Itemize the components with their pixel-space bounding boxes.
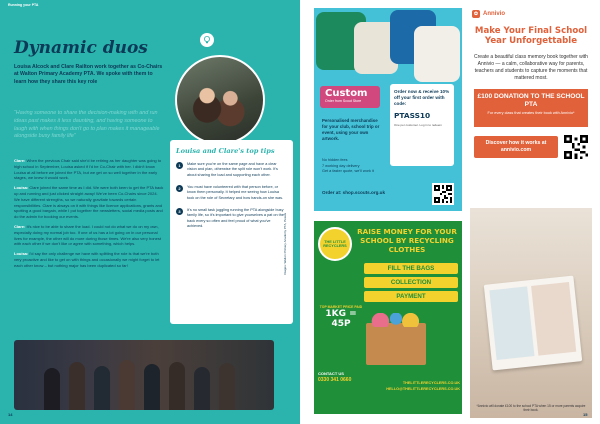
benefit-item: 7 working day delivery bbox=[322, 163, 360, 168]
recyclers-contact bbox=[318, 371, 368, 384]
tip-text: Make sure you're on the same page and have a clear vision and plan, otherwise the split role won't work. It's about sharing the load and supporting each other. bbox=[187, 162, 278, 177]
pull-quote: “Having someone to share the decision-making with and run ideas past makes it less daunting, and having someone to laugh with when things don't go to plan makes it manageable alongside busy family life” bbox=[14, 110, 160, 140]
paragraph: Louisa: I'd say the only challenge we have with splitting the role is that we're both very proactive and like to get on with things and occasionally we might forget to let each other know – but nothing major has been duplicated so far! bbox=[14, 251, 160, 268]
tip-item bbox=[176, 185, 287, 201]
hoodies-image bbox=[314, 8, 462, 88]
email-link[interactable]: HELLO@THELITTLERECYCLERS.CO.UK bbox=[386, 386, 460, 391]
discount-fine-print: One per customer. Log in to redeem bbox=[394, 122, 443, 127]
discover-button[interactable]: Discover how it works at annivio.com bbox=[474, 136, 558, 158]
benefit-item: Get a faster quote, we'll work it bbox=[322, 169, 374, 174]
scouts-description: Personalised merchandise for your club, school trip or event, using your own artwork. bbox=[322, 118, 380, 142]
benefit-item: No hidden fees bbox=[322, 158, 348, 162]
step-label: COLLECTION bbox=[364, 277, 458, 288]
donation-subtitle: For every class that creates their book with Annivio* bbox=[487, 110, 575, 115]
annivio-ad[interactable] bbox=[470, 8, 592, 420]
clothes-box-image bbox=[366, 323, 426, 365]
paragraph: Clare: When the previous Chair said she'd be retiring as her daughter was going to high school in September, Louisa asked if I'd be Co-Chair with her. I didn't know Louisa at all before we joined the PTA, but we get on so well together in the early stages, we knew it would work. bbox=[14, 158, 162, 181]
article-title: Dynamic duos bbox=[14, 38, 148, 58]
tip-item bbox=[176, 162, 287, 178]
tip-item bbox=[176, 208, 287, 229]
right-page bbox=[300, 0, 600, 424]
annivio-logo: ✿ Annivio bbox=[473, 11, 505, 17]
recyclers-steps bbox=[364, 263, 458, 305]
photo-credit: Images: Walton Primary Academy PTA, Pexels bbox=[283, 212, 287, 275]
price-value: 1KG = 45P bbox=[325, 309, 357, 329]
annivio-footnote: *Annivio will donate £100 to the school PTA when 15 or more parents acquire their book. bbox=[476, 404, 586, 413]
article-intro: Louisa Alcock and Clare Railton work together as Co-Chairs at Walton Primary Academy PTA. We spoke with them to learn how they share this key role bbox=[14, 64, 163, 85]
scouts-ad[interactable] bbox=[314, 8, 462, 211]
paragraph: Clare: It's nice to be able to share the load. I could not do what we do on my own, especially doing my normal job too. If one of us has a lot going on in our personal lives for example, the other will do more during those times. We're also very honest with each other if we don't like or agree with something, which helps. bbox=[14, 223, 161, 247]
article-body bbox=[14, 158, 164, 273]
step-label: PAYMENT bbox=[364, 291, 458, 302]
scouts-benefits bbox=[322, 158, 384, 175]
price-label: TOP MARKET PRICE PAID bbox=[319, 305, 363, 309]
price-badge bbox=[318, 305, 364, 329]
tip-number: 1 bbox=[176, 162, 183, 169]
memory-book-photo bbox=[470, 208, 592, 418]
tip-text: You must have volunteered with that person before, or know them personally. It helped me seeing how Louisa took on the role of Secretary and how hands-on she was. bbox=[187, 184, 284, 200]
paragraph: Louisa: Clare joined the same time as I did. We were both keen to get the PTA back up and running and just clicked straight away! We've been Co-Chairs since 2024. We have different strengths, so we naturally gravitate towards certain responsibilities. Clare is always on it with things like licence applications, grants and spotting a good bargain, while I put together the newsletters, social media posts and do the admin for booking our events. bbox=[14, 185, 164, 220]
tips-title: Louisa and Clare's top tips bbox=[176, 147, 275, 155]
cta-row bbox=[474, 135, 588, 159]
top-tips-box bbox=[170, 140, 293, 324]
discount-code: PTASS10 bbox=[394, 110, 431, 120]
tip-text: It's no small task juggling running the PTA alongside busy family life, so it's important to give yourselves a pat on the back every so often and feel proud of what you've achieved. bbox=[187, 207, 284, 228]
donation-title: £100 DONATION TO THE SCHOOL PTA bbox=[477, 92, 585, 108]
annivio-body: Create a beautiful class memory book together with Annivio — a calm, collaborative way for parents, teachers and students to capture the moments that mattered most. bbox=[474, 53, 588, 81]
co-chairs-photo bbox=[175, 55, 265, 145]
recyclers-logo: THE LITTLE RECYCLERS bbox=[318, 227, 352, 261]
qr-code-icon[interactable] bbox=[564, 135, 588, 159]
memory-book bbox=[484, 276, 582, 371]
annivio-heading: Make Your Final School Year Unforgettable bbox=[474, 26, 588, 47]
little-recyclers-ad[interactable] bbox=[314, 221, 462, 414]
custom-badge: Custom Order from Scout Store bbox=[320, 86, 380, 108]
page-number: 14 bbox=[8, 412, 13, 417]
discount-card bbox=[390, 84, 454, 166]
annivio-logo-icon: ✿ bbox=[473, 11, 479, 17]
tip-number: 2 bbox=[176, 185, 183, 192]
phone-number[interactable]: 0330 341 0660 bbox=[318, 376, 352, 383]
website-link[interactable]: THELITTLERECYCLERS.CO.UK bbox=[402, 381, 460, 385]
step-label: FILL THE BAGS bbox=[364, 263, 458, 274]
qr-code-icon[interactable] bbox=[432, 183, 454, 205]
donation-banner bbox=[474, 89, 588, 127]
group-photo bbox=[14, 340, 274, 410]
tip-number: 3 bbox=[176, 208, 183, 215]
contact-label: CONTACT US bbox=[318, 371, 344, 376]
recyclers-heading: RAISE MONEY FOR YOUR SCHOOL BY RECYCLING CLOTHES bbox=[357, 227, 457, 254]
shop-url[interactable]: Order at: shop.scouts.org.uk bbox=[322, 190, 386, 195]
discount-title: Order now & receive 10% off your first order with code: bbox=[394, 89, 450, 107]
recyclers-links bbox=[374, 381, 460, 392]
running-head: Running your PTA bbox=[8, 3, 39, 7]
lightbulb-icon bbox=[200, 33, 214, 47]
page-number: 15 bbox=[583, 412, 588, 417]
